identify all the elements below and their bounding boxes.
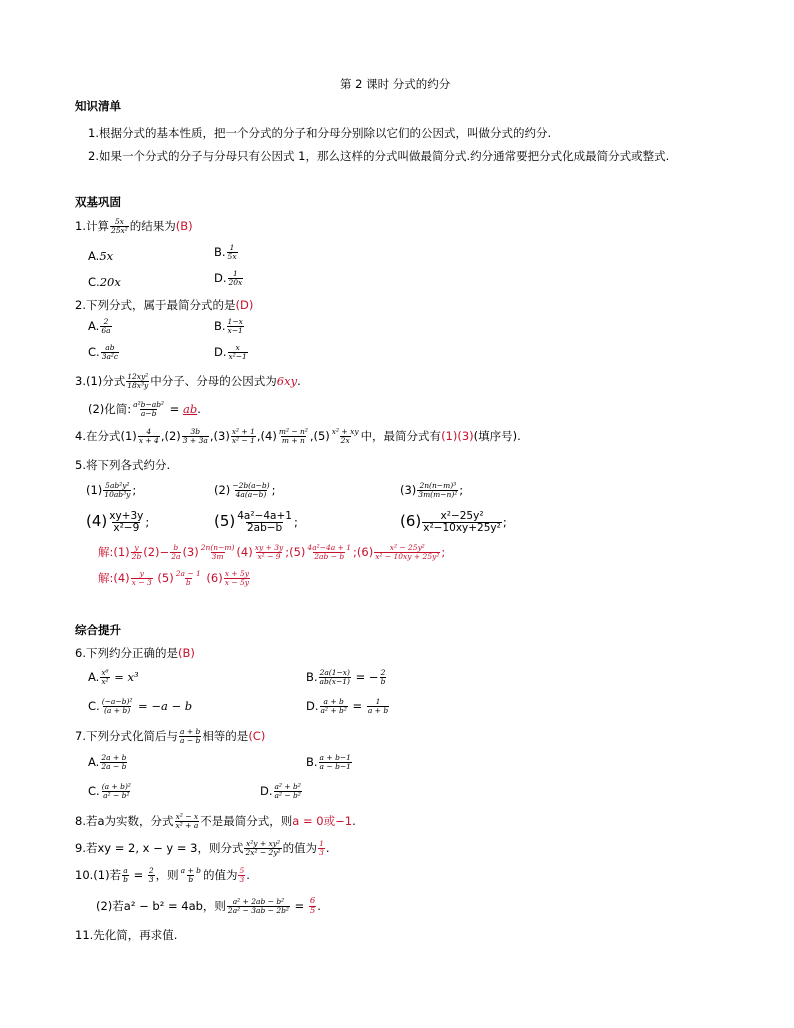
q10-p2-pre: (2)若a² − b² = 4ab，则 <box>96 898 226 913</box>
frac-den: 6a <box>101 325 111 335</box>
item-sep: ; <box>271 482 276 497</box>
frac-den: a + b <box>367 705 389 715</box>
q4-sep: ,(5) <box>309 428 330 443</box>
frac-num: 6 <box>309 896 316 906</box>
option-fraction <box>228 270 244 287</box>
option-fraction <box>319 754 352 771</box>
frac-den: a−b <box>140 408 157 418</box>
item-sep: ; <box>502 515 507 530</box>
frac-den: 4a(a−b) <box>235 489 267 499</box>
q1-option-d <box>214 270 244 287</box>
q7-option-b <box>306 754 353 771</box>
frac-den: x² <box>101 676 109 686</box>
q8-fraction <box>175 813 200 830</box>
solution-fraction <box>170 544 181 561</box>
q6-option-c <box>88 698 192 715</box>
frac-num: 4a²−4a+1 <box>237 510 292 522</box>
option-label: C. <box>88 698 100 713</box>
item-label: (6) <box>400 512 422 531</box>
solution-sep: (4) <box>236 544 253 559</box>
q1-answer: (B) <box>175 218 193 233</box>
frac-num: 2 <box>380 668 386 677</box>
knowledge-item-1: 1.根据分式的基本性质，把一个分式的分子和分母分别除以它们的公因式，叫做分式的约分. <box>88 126 552 140</box>
knowledge-item-2: 2.如果一个分式的分子与分母只有公因式 1，那么这样的分式叫做最简分式.约分通常要把分式化成最简分式或整式. <box>88 149 670 163</box>
q9-answer <box>318 840 325 857</box>
option-label: C. <box>88 783 100 798</box>
option-result: = −a − b <box>138 698 193 713</box>
solution-label: 解:(1) <box>98 544 130 559</box>
frac-num: 2 <box>103 317 109 326</box>
frac-num: 2n(n−m)³ <box>419 481 457 490</box>
option-label: B. <box>214 318 226 333</box>
q3-p2-pre: (2)化简: <box>88 401 132 416</box>
frac-den: m + n <box>281 435 305 445</box>
option-label: B. <box>214 244 226 259</box>
item-sep: ; <box>145 515 150 530</box>
option-label: D. <box>214 270 227 285</box>
question-8 <box>75 813 356 830</box>
item-fraction <box>422 511 502 534</box>
q1-stem-pre: 1.计算 <box>75 218 109 233</box>
option-label: C. <box>88 275 100 289</box>
frac-den: x² − 9 <box>257 551 281 561</box>
q10-p2-end: . <box>317 898 321 913</box>
frac-num: a²b−ab² <box>133 400 165 409</box>
q5-item-6 <box>400 511 507 534</box>
solution-sep: (6) <box>206 570 223 585</box>
q9-pre: 9.若xy = 2, x − y = 3，则分式 <box>75 840 244 855</box>
frac-num: a + b <box>179 727 201 736</box>
option-result: = <box>352 698 363 713</box>
frac-num: (−a−b)² <box>101 697 133 706</box>
question-10-part-2 <box>96 897 321 916</box>
q3-p1-post: 中分子、分母的公因式为 <box>150 373 277 388</box>
option-fraction <box>100 669 109 686</box>
q7-answer: (C) <box>248 728 266 743</box>
frac-num: 1 <box>229 243 235 252</box>
q2-option-c <box>88 344 120 361</box>
frac-num: xy + 3y <box>254 543 284 552</box>
frac-num: y <box>134 543 139 552</box>
frac-den: 5 <box>309 905 316 916</box>
q4-sep: ,(3) <box>209 428 230 443</box>
item-label: (4) <box>86 512 108 531</box>
frac-num: 2 <box>148 866 154 875</box>
question-1 <box>75 218 193 235</box>
item-label: (1) <box>86 482 103 497</box>
frac-den: x² + a <box>175 820 199 830</box>
q5-item-5 <box>214 511 298 534</box>
option-label: D. <box>306 698 319 713</box>
solution-fraction <box>200 544 236 561</box>
frac-den: x − 5y <box>224 577 250 587</box>
frac-num: 1−x <box>227 317 243 326</box>
frac-num: 1 <box>375 697 381 706</box>
option-fraction <box>101 698 134 715</box>
frac-num: a + b <box>180 866 201 875</box>
q2-option-d <box>214 344 249 361</box>
q1-frac-den: 25x² <box>110 225 128 235</box>
q4-fraction-3 <box>231 428 256 445</box>
q6-option-a <box>88 669 139 686</box>
frac-num: a <box>123 866 128 875</box>
item-fraction <box>231 482 270 499</box>
item-sep: ; <box>132 482 137 497</box>
q6-answer: (B) <box>177 646 195 660</box>
q10-p2-fraction <box>227 898 290 915</box>
question-3-part-2 <box>88 401 201 418</box>
q8-answer: a = 0或−1 <box>292 813 353 828</box>
solution-sep: (2)− <box>143 544 170 559</box>
q3-p1-end: . <box>297 373 301 388</box>
option-fraction <box>100 754 127 771</box>
q10-p1-ratio <box>122 867 129 884</box>
option-label: D. <box>214 344 227 359</box>
frac-den: a − b <box>179 735 201 745</box>
q7-option-a <box>88 754 128 771</box>
frac-num: 2n(n−m) <box>200 543 235 552</box>
q3-p2-fraction <box>132 401 165 418</box>
frac-num: −2b(a−b) <box>232 481 270 490</box>
q8-pre: 8.若a为实数，分式 <box>75 813 174 828</box>
frac-num: 5 <box>239 866 245 875</box>
q4-fraction-2 <box>182 428 209 445</box>
frac-num: x⁶ <box>101 668 109 677</box>
solution-fraction <box>254 544 285 561</box>
q3-p2-end: . <box>197 401 201 416</box>
q4-end: (填序号). <box>473 428 521 443</box>
frac-den: x + 4 <box>138 435 159 445</box>
q2-answer: (D) <box>235 298 254 312</box>
option-value: 5x <box>99 249 114 263</box>
q9-end: . <box>325 840 330 855</box>
frac-den: b <box>380 676 386 686</box>
page-title: 第 2 课时 分式的约分 <box>340 77 451 91</box>
q7-fraction <box>179 728 201 745</box>
frac-num: 2a + b <box>101 753 127 762</box>
item-sep: ; <box>293 515 298 530</box>
item-fraction <box>417 482 458 499</box>
q5-solution-line-2 <box>98 570 251 587</box>
option-fraction <box>320 698 348 715</box>
question-7 <box>75 728 265 745</box>
section-heading-basic: 双基巩固 <box>75 195 121 209</box>
option-label: B. <box>306 754 318 769</box>
solution-label: 解:(4) <box>98 570 130 585</box>
solution-fraction <box>131 544 143 561</box>
q10-p1-pre: 10.(1)若 <box>75 867 122 882</box>
frac-den: a² − b² <box>274 790 301 800</box>
frac-den: 2x² − 2y² <box>245 847 281 857</box>
frac-den: 3 <box>148 874 154 884</box>
frac-num: 12xy² <box>127 372 149 381</box>
frac-den: 2b <box>131 551 142 561</box>
frac-num: x² − x <box>175 812 199 821</box>
frac-num: x²y + xy² <box>246 839 281 848</box>
option-result-fraction <box>367 698 389 715</box>
frac-num: ab <box>105 343 115 352</box>
frac-den: ab(x−1) <box>319 676 350 686</box>
frac-num: 3b <box>190 427 201 436</box>
q7-stem-post: 相等的是 <box>202 728 249 743</box>
item-fraction <box>103 482 131 499</box>
frac-den: 5x <box>227 251 237 261</box>
frac-den: 2x <box>340 435 350 445</box>
frac-num: x²−25y² <box>440 510 484 522</box>
frac-den: 3 <box>239 874 245 884</box>
frac-den: 3 + 3a <box>182 435 208 445</box>
frac-den: b <box>123 874 128 884</box>
solution-sep: (5) <box>157 570 174 585</box>
q6-stem: 6.下列约分正确的是 <box>75 646 178 660</box>
section-heading-knowledge: 知识清单 <box>75 99 121 113</box>
frac-den: 10ab³y <box>104 489 131 499</box>
option-fraction <box>227 244 238 261</box>
q1-fraction <box>110 218 129 235</box>
option-label: B. <box>306 669 318 684</box>
item-fraction <box>108 511 144 534</box>
q3-p1-fraction <box>126 373 149 390</box>
frac-den: b <box>188 874 194 884</box>
frac-num: a + b−1 <box>319 753 351 762</box>
q4-pre: 4.在分式(1) <box>75 428 137 443</box>
solution-sep: (3) <box>182 544 199 559</box>
q1-stem-post: 的结果为 <box>129 218 176 233</box>
solution-fraction <box>374 544 440 561</box>
solution-fraction <box>224 570 250 587</box>
q10-p1-post: 的值为 <box>202 867 238 882</box>
option-fraction <box>101 783 132 800</box>
option-fraction <box>319 669 351 686</box>
frac-den: x − 3 <box>131 577 152 587</box>
option-label: A. <box>88 754 100 769</box>
question-11: 11.先化简，再求值. <box>75 928 178 942</box>
frac-den: a² + b² <box>320 705 347 715</box>
frac-num: x² + xy <box>331 427 359 436</box>
option-label: A. <box>88 318 100 333</box>
option-result-fraction <box>380 669 387 686</box>
frac-num: a² + 2ab − b² <box>232 897 285 907</box>
q3-p2-answer: ab <box>182 401 198 416</box>
q7-stem-pre: 7.下列分式化简后与 <box>75 728 178 743</box>
item-sep: ; <box>459 482 464 497</box>
q1-frac-num: 5x <box>114 217 124 226</box>
solution-fraction <box>306 544 352 561</box>
option-result: = x³ <box>114 669 139 684</box>
q7-option-d <box>260 783 303 800</box>
option-label: D. <box>260 783 273 798</box>
q5-item-4 <box>86 511 149 534</box>
frac-den: 3m <box>211 551 224 561</box>
question-6 <box>75 647 195 660</box>
item-label: (5) <box>214 512 236 531</box>
frac-den: 2ab−b <box>246 522 283 535</box>
option-fraction <box>101 344 119 361</box>
solution-fraction <box>175 570 202 587</box>
section-heading-advanced: 综合提升 <box>75 623 121 637</box>
frac-num: (a + b)² <box>101 782 131 791</box>
frac-den: 2ab − b <box>314 551 345 561</box>
frac-num: a² + b² <box>274 782 301 791</box>
q10-p1-mid: ，则 <box>155 867 179 882</box>
frac-num: x² + 1 <box>231 427 255 436</box>
frac-num: 1 <box>233 269 238 278</box>
frac-num: x² − 25y² <box>389 543 425 552</box>
frac-num: 4 <box>146 427 152 436</box>
q5-item-3 <box>400 482 463 499</box>
frac-num: a + b <box>323 697 344 706</box>
frac-den: x²−10xy+25y² <box>423 522 501 535</box>
q4-fraction-5 <box>331 428 360 445</box>
option-label: A. <box>88 669 100 684</box>
frac-num: xy+3y <box>109 510 144 522</box>
frac-num: x + 5y <box>224 569 250 578</box>
q2-option-a <box>88 318 113 335</box>
q4-fraction-4 <box>278 428 309 445</box>
q10-p1-end: . <box>246 867 250 882</box>
q5-item-1 <box>86 482 136 499</box>
q9-fraction <box>244 840 281 857</box>
frac-den: (a + b) <box>103 705 131 715</box>
q1-option-b <box>214 244 239 261</box>
q4-sep: ,(4) <box>256 428 277 443</box>
frac-den: 20x <box>228 277 243 287</box>
frac-den: a − b−1 <box>319 761 351 771</box>
solution-sep: ;(5) <box>285 544 306 559</box>
frac-num: 1 <box>319 839 324 848</box>
frac-den: 3a²c <box>101 351 119 361</box>
frac-num: b <box>173 543 179 552</box>
q3-p1-answer: 6xy <box>276 373 298 388</box>
q2-option-b <box>214 318 245 335</box>
frac-den: x−1 <box>227 325 243 335</box>
q10-p1-fraction <box>180 867 202 884</box>
q3-p1-pre: 3.(1)分式 <box>75 373 126 388</box>
frac-num: y <box>139 569 144 578</box>
frac-num: 2a − 1 <box>175 569 201 578</box>
q4-answer: (1)(3) <box>441 428 474 443</box>
frac-num: 2a(1−x) <box>319 668 350 677</box>
q5-item-2 <box>214 482 275 499</box>
frac-den: x²−9 <box>113 522 140 535</box>
question-5-stem: 5.将下列各式约分. <box>75 458 171 472</box>
solution-fraction <box>131 570 153 587</box>
q7-option-c <box>88 783 133 800</box>
frac-num: x <box>235 343 240 352</box>
equals-sign: = <box>294 898 305 913</box>
question-3-part-1 <box>75 373 301 390</box>
solution-end: ; <box>441 544 446 559</box>
option-result: = − <box>355 669 379 684</box>
frac-den: b <box>185 577 191 587</box>
frac-num: 4a²−4a + 1 <box>307 543 352 552</box>
q5-solution-line-1 <box>98 544 445 561</box>
frac-den: 18x³y <box>127 380 149 390</box>
q6-option-b <box>306 669 387 686</box>
frac-den: 3m(m−n)² <box>418 489 458 499</box>
frac-num: m² − n² <box>278 427 308 436</box>
option-fraction <box>228 344 248 361</box>
question-4 <box>75 428 521 445</box>
q10-p2-answer <box>309 897 316 916</box>
q4-post: 中，最简分式有 <box>360 428 442 443</box>
q1-option-a <box>88 250 113 263</box>
frac-den: 3 <box>319 847 324 857</box>
frac-den: 2a² − 3ab − 2b² <box>227 905 289 915</box>
q4-sep: ,(2) <box>160 428 181 443</box>
frac-den: x²−1 <box>228 351 247 361</box>
frac-den: x² − 1 <box>231 435 255 445</box>
option-label: A. <box>88 249 100 263</box>
item-label: (3) <box>400 482 417 497</box>
option-fraction <box>274 783 302 800</box>
q9-post: 的值为 <box>282 840 318 855</box>
question-2 <box>75 299 253 312</box>
frac-num: 5ab²y² <box>105 481 130 490</box>
question-10-part-1 <box>75 867 250 884</box>
solution-sep: ;(6) <box>353 544 374 559</box>
question-9 <box>75 840 330 857</box>
q6-option-d <box>306 698 390 715</box>
option-fraction <box>227 318 244 335</box>
frac-den: x² − 10xy + 25y² <box>375 551 440 561</box>
option-label: C. <box>88 344 100 359</box>
q4-fraction-1 <box>138 428 160 445</box>
item-label: (2) <box>214 482 231 497</box>
equals-sign: = <box>133 867 144 882</box>
q1-option-c <box>88 276 121 289</box>
frac-den: 2a <box>171 551 181 561</box>
frac-den: 2a − b <box>101 761 127 771</box>
frac-den: a² − b² <box>103 790 130 800</box>
q2-stem: 2.下列分式，属于最简分式的是 <box>75 298 236 312</box>
option-fraction <box>100 318 111 335</box>
q10-p1-answer <box>238 867 245 884</box>
q8-end: . <box>352 813 356 828</box>
item-fraction <box>236 511 293 534</box>
q8-post: 不是最简分式，则 <box>200 813 293 828</box>
equals-sign: = <box>169 401 180 416</box>
option-value: 20x <box>99 275 121 289</box>
q10-p1-value <box>148 867 155 884</box>
